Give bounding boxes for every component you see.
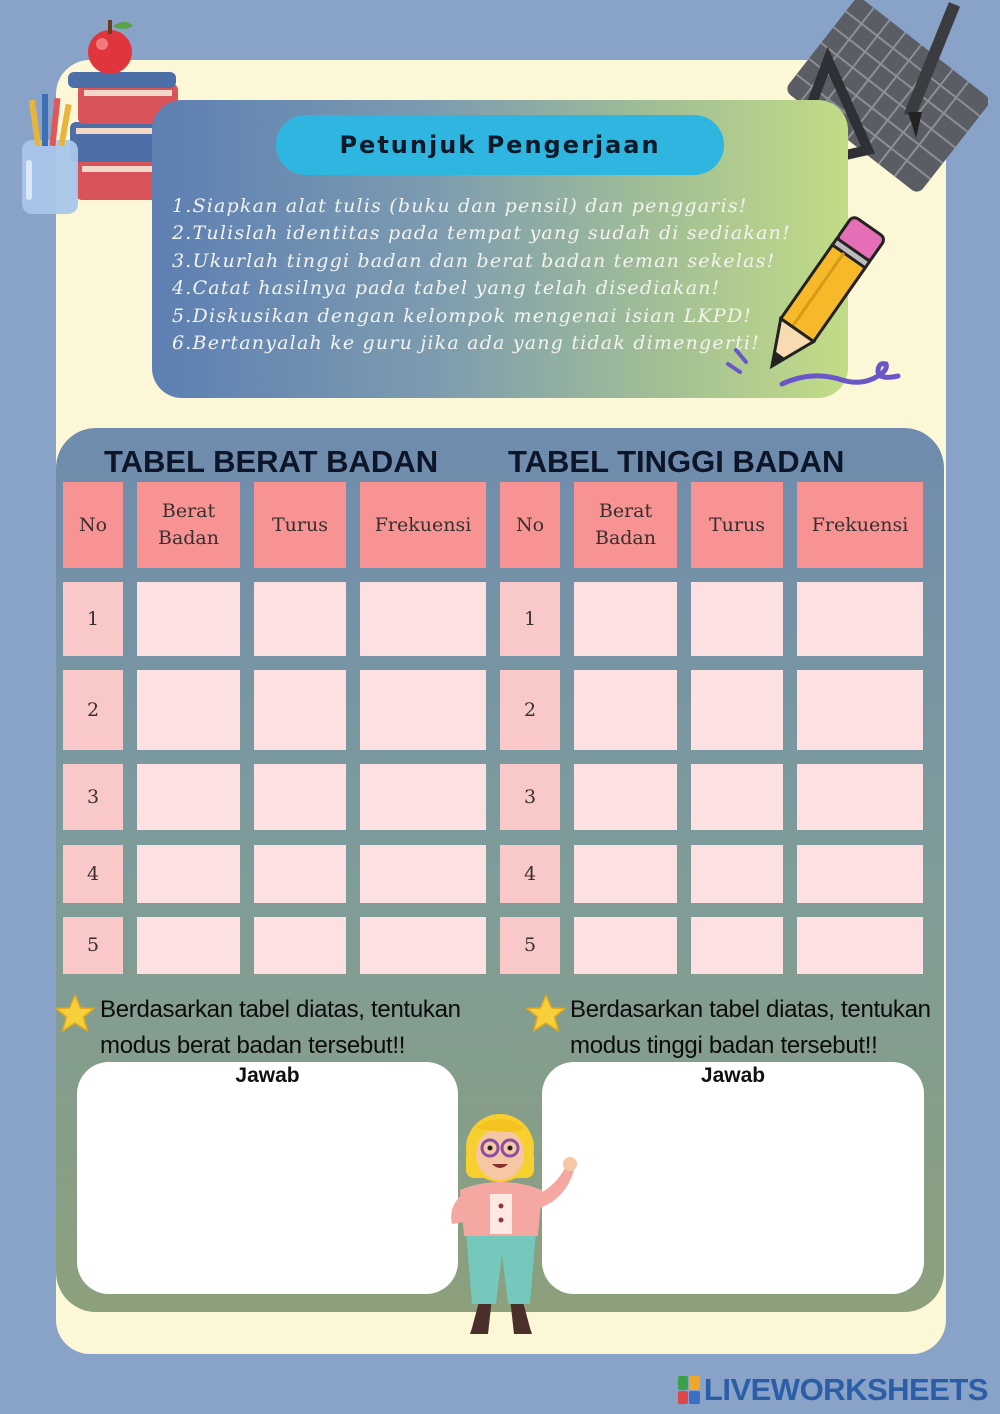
tally-cell[interactable] (691, 845, 783, 903)
row-number: 2 (63, 670, 123, 750)
header-frequency: Frekuensi (360, 482, 486, 568)
frequency-cell[interactable] (360, 845, 486, 903)
row-number: 3 (500, 764, 560, 830)
row-number: 3 (63, 764, 123, 830)
instruction-step: 5.Diskusikan dengan kelompok mengenai isian LKPD! (172, 304, 753, 327)
value-cell[interactable] (574, 582, 677, 656)
tally-cell[interactable] (691, 670, 783, 750)
instruction-step: 2.Tulislah identitas pada tempat yang sudah di sediakan! (172, 222, 791, 245)
answer-label-height: Jawab (700, 1064, 766, 1087)
question-line: Berdasarkan tabel diatas, tentukan (100, 996, 461, 1023)
value-cell[interactable] (137, 917, 240, 974)
row-number: 5 (63, 917, 123, 974)
teacher-character-illustration (420, 1098, 580, 1342)
header-frequency: Frekuensi (797, 482, 923, 568)
tally-cell[interactable] (254, 670, 346, 750)
row-number: 4 (63, 845, 123, 903)
question-line: Berdasarkan tabel diatas, tentukan (570, 996, 931, 1023)
frequency-cell[interactable] (360, 917, 486, 974)
table-title-weight: TABEL BERAT BADAN (104, 444, 439, 479)
liveworksheets-brand (678, 1372, 988, 1408)
instruction-step: 4.Catat hasilnya pada tabel yang telah disediakan! (172, 277, 721, 300)
answer-box-height[interactable] (542, 1062, 924, 1294)
header-no: No (63, 482, 123, 568)
instruction-step: 3.Ukurlah tinggi badan dan berat badan teman sekelas! (172, 249, 776, 272)
row-number: 4 (500, 845, 560, 903)
star-icon (524, 992, 568, 1036)
instructions-list (172, 193, 791, 357)
tally-cell[interactable] (254, 582, 346, 656)
frequency-cell[interactable] (360, 670, 486, 750)
value-cell[interactable] (574, 670, 677, 750)
value-cell[interactable] (574, 917, 677, 974)
frequency-cell[interactable] (797, 845, 923, 903)
value-cell[interactable] (574, 845, 677, 903)
row-number: 2 (500, 670, 560, 750)
header-tally: Turus (254, 482, 346, 568)
liveworksheets-logo-icon (678, 1376, 700, 1404)
tally-cell[interactable] (254, 917, 346, 974)
tally-cell[interactable] (254, 845, 346, 903)
frequency-cell[interactable] (797, 582, 923, 656)
star-icon (53, 992, 97, 1036)
frequency-cell[interactable] (797, 764, 923, 830)
header-tally: Turus (691, 482, 783, 568)
instruction-step: 1.Siapkan alat tulis (buku dan pensil) dan penggaris! (172, 195, 748, 217)
value-cell[interactable] (137, 670, 240, 750)
row-number: 5 (500, 917, 560, 974)
tally-cell[interactable] (254, 764, 346, 830)
value-cell[interactable] (574, 764, 677, 830)
frequency-cell[interactable] (360, 582, 486, 656)
tally-cell[interactable] (691, 582, 783, 656)
value-cell[interactable] (137, 582, 240, 656)
question-height (570, 992, 931, 1064)
question-line: modus tinggi badan tersebut!! (570, 1032, 878, 1059)
question-weight (100, 992, 461, 1064)
value-cell[interactable] (137, 845, 240, 903)
question-line: modus berat badan tersebut!! (100, 1032, 406, 1059)
header-no: No (500, 482, 560, 568)
frequency-cell[interactable] (360, 764, 486, 830)
frequency-cell[interactable] (797, 670, 923, 750)
table-title-height: TABEL TINGGI BADAN (508, 444, 845, 479)
instructions-title: Petunjuk Pengerjaan (276, 115, 724, 175)
answer-box-weight[interactable] (77, 1062, 458, 1294)
tally-cell[interactable] (691, 764, 783, 830)
header-value: Berat Badan (574, 482, 677, 568)
header-value: Berat Badan (137, 482, 240, 568)
tally-cell[interactable] (691, 917, 783, 974)
brand-name: LIVEWORKSHEETS (703, 1372, 988, 1407)
answer-label-weight: Jawab (235, 1064, 300, 1087)
row-number: 1 (63, 582, 123, 656)
pencil-icon (722, 200, 912, 400)
instruction-step: 6.Bertanyalah ke guru jika ada yang tidak dimengerti! (172, 332, 761, 355)
value-cell[interactable] (137, 764, 240, 830)
frequency-cell[interactable] (797, 917, 923, 974)
row-number: 1 (500, 582, 560, 656)
